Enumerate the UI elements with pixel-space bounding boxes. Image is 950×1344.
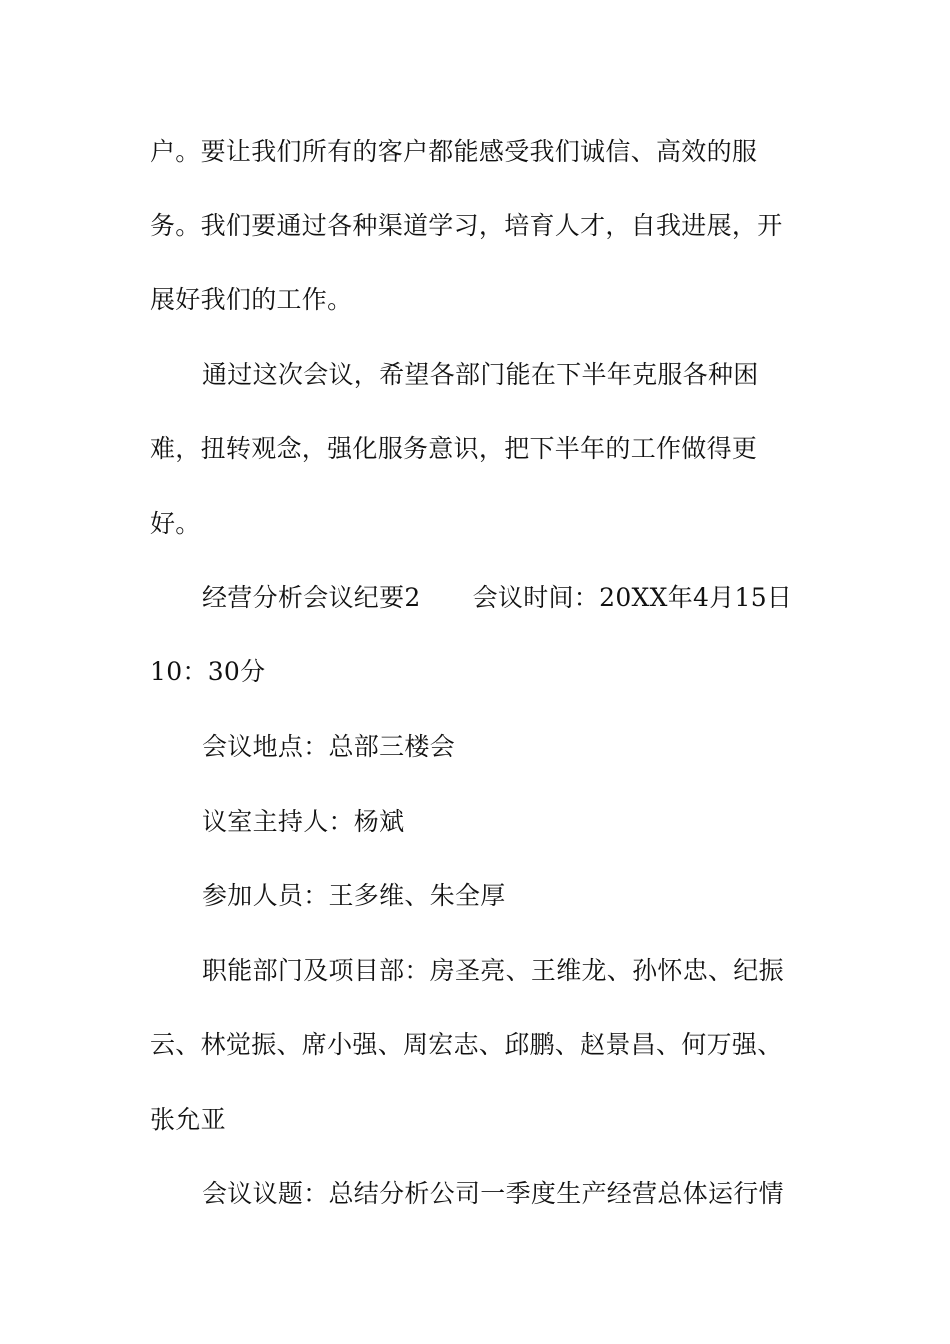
text-line: 难，扭转观念，强化服务意识，把下半年的工作做得更 <box>150 434 758 463</box>
text-line: 展好我们的工作。 <box>150 285 353 314</box>
minutes-title-line <box>202 582 810 614</box>
minutes-title: 经营分析会议纪要2 <box>202 583 421 612</box>
text-line: 好。 <box>150 509 201 538</box>
text-line: 会议议题：总结分析公司一季度生产经营总体运行情 <box>202 1179 784 1208</box>
text-line: 云、林觉振、席小强、周宏志、邱鹏、赵景昌、何万强、 <box>150 1030 783 1059</box>
text-line: 通过这次会议，希望各部门能在下半年克服各种困 <box>202 360 759 389</box>
text-line: 张允亚 <box>150 1105 226 1134</box>
text-line: 参加人员：王多维、朱全厚 <box>202 881 506 910</box>
text-line: 户。要让我们所有的客户都能感受我们诚信、高效的服 <box>150 137 758 166</box>
text-line: 职能部门及项目部：房圣亮、王维龙、孙怀忠、纪振 <box>202 956 784 985</box>
meeting-time: 会议时间：20XX年4月15日 <box>472 583 793 612</box>
text-line: 议室主持人：杨斌 <box>202 807 405 836</box>
text-line: 10：30分 <box>150 657 266 686</box>
text-line: 会议地点：总部三楼会 <box>202 732 456 761</box>
text-line: 务。我们要通过各种渠道学习，培育人才，自我进展，开 <box>150 211 783 240</box>
